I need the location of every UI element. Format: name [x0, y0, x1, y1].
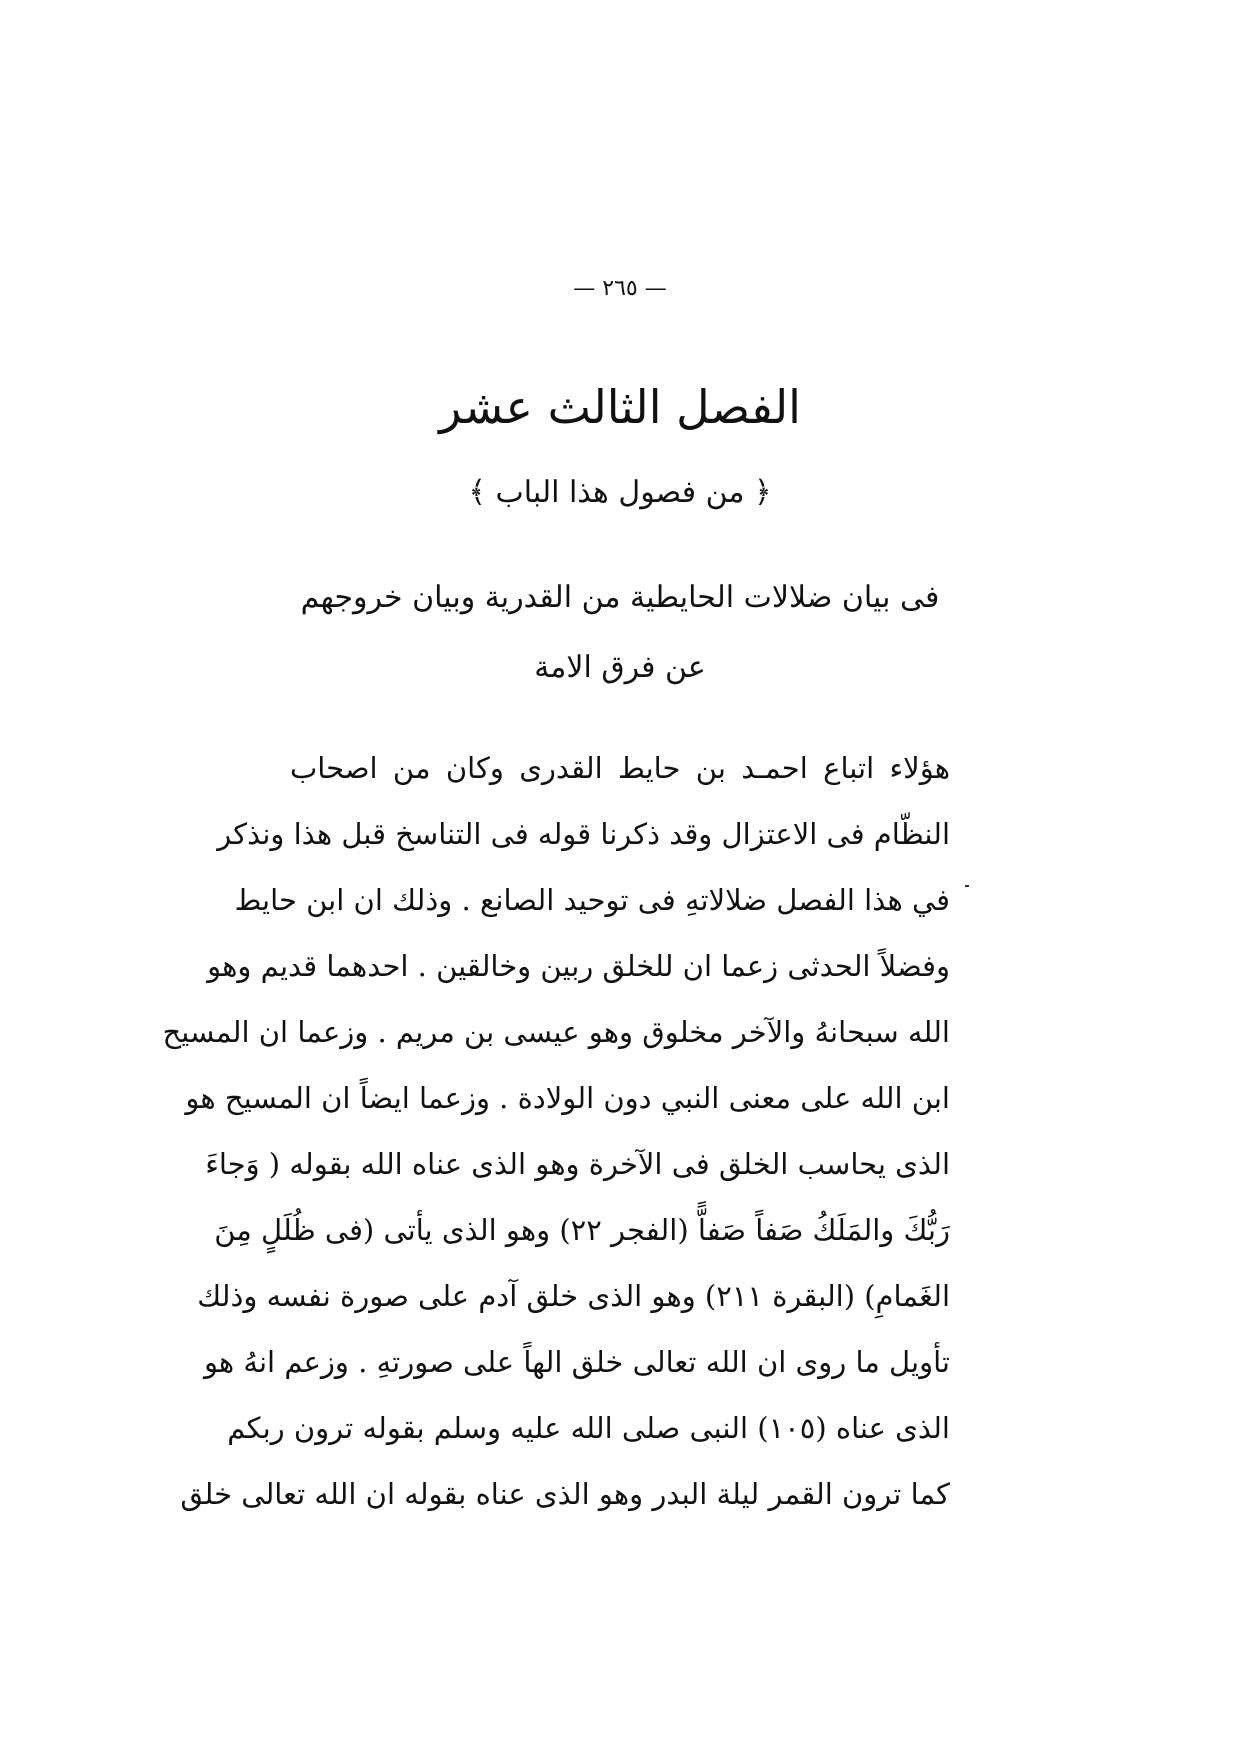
section-heading-line: فى بيان ضلالات الحايطية من القدرية وبيان خروجهم: [300, 580, 940, 615]
body-line: هؤلاء اتباع احمـد بن حايط القدرى وكان من اصحاب: [290, 751, 950, 785]
body-line: الله سبحانهُ والآخر مخلوق وهو عيسى بن مريم . وزعما ان المسيح: [162, 1015, 950, 1049]
margin-mark: [965, 885, 969, 887]
body-line: وفضلاً الحدثى زعما ان للخلق ربين وخالقين . احدهما قديم وهو: [207, 949, 950, 983]
section-heading-line: عن فرق الامة: [534, 650, 706, 685]
body-line: الذى عناه (١٠٥) النبى صلى الله عليه وسلم بقوله ترون ربكم: [227, 1411, 950, 1445]
page-number: — ٢٦٥ —: [573, 276, 667, 301]
body-line: النظّام فى الاعتزال وقد ذكرنا قوله فى التناسخ قبل هذا ونذكر: [217, 817, 950, 851]
chapter-title: الفصل الثالث عشر: [439, 380, 801, 434]
section-subtitle: ﴿ من فصول هذا الباب ﴾: [468, 475, 772, 510]
body-line: رَبُّكَ والمَلَكُ صَفاً صَفاًّ (الفجر ٢٢) وهو الذى يأتى (فى ظُلَلٍ مِنَ: [214, 1213, 950, 1247]
body-text: [162, 735, 950, 1527]
body-line: الغَمامِ) (البقرة ٢١١) وهو الذى خلق آدم على صورة نفسه وذلك: [197, 1279, 950, 1313]
body-line: في هذا الفصل ضلالاتهِ فى توحيد الصانع . وذلك ان ابن حايط: [234, 883, 950, 917]
body-line: ابن الله على معنى النبي دون الولادة . وزعما ايضاً ان المسيح هو: [185, 1081, 950, 1115]
body-line: كما ترون القمر ليلة البدر وهو الذى عناه بقوله ان الله تعالى خلق: [180, 1477, 950, 1511]
body-line: تأويل ما روى ان الله تعالى خلق الهاً على صورتهِ . وزعم انهُ هو: [203, 1345, 950, 1379]
body-line: الذى يحاسب الخلق فى الآخرة وهو الذى عناه الله بقوله ( وَجاءَ: [205, 1147, 950, 1181]
